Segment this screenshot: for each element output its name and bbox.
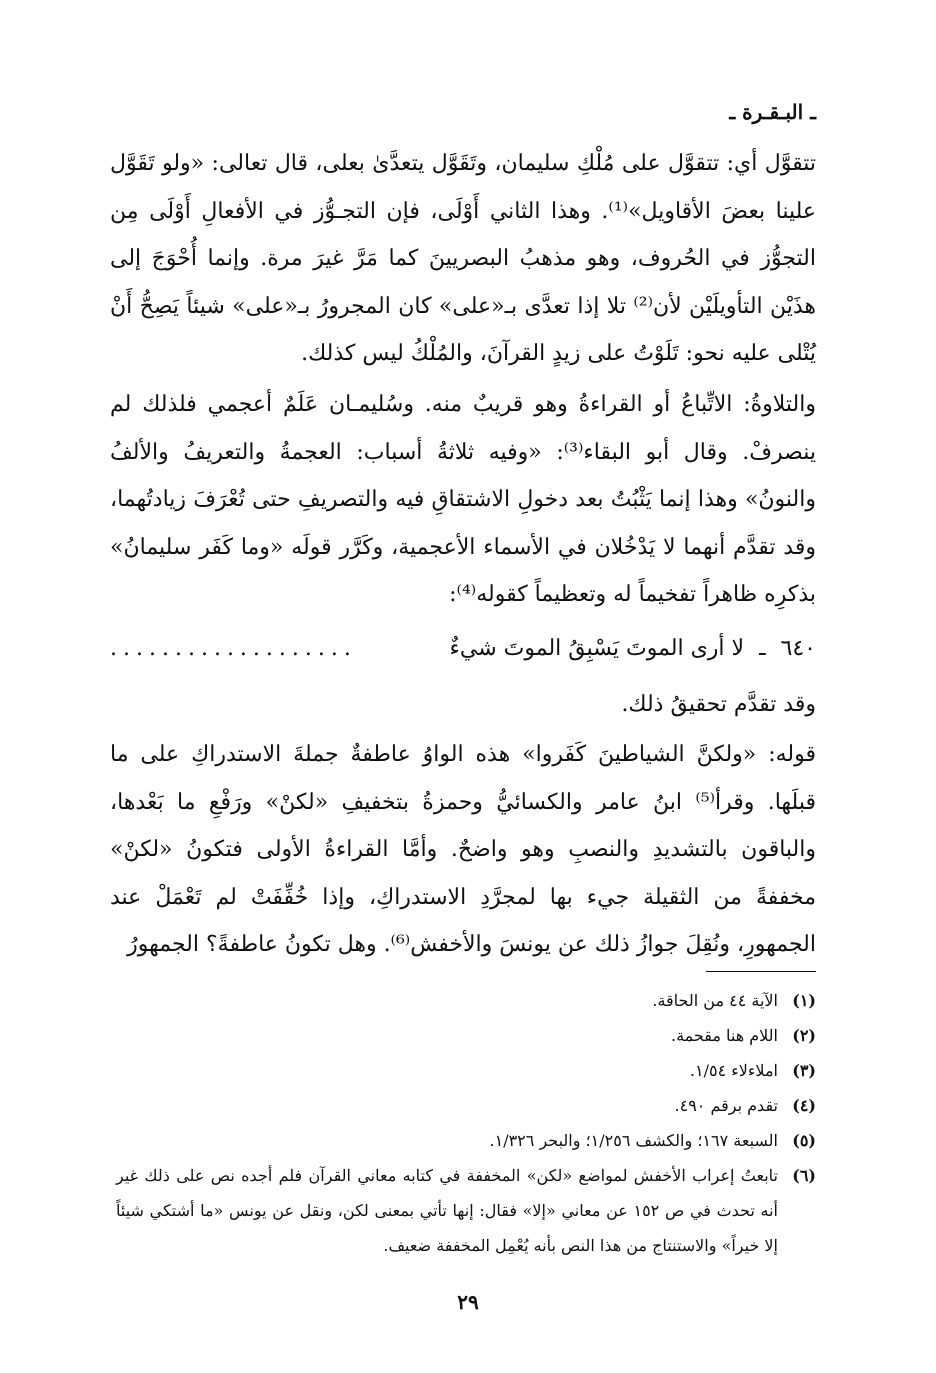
footnotes-list: [116, 983, 816, 1263]
footnote-item: [116, 1053, 816, 1088]
footnote-number: (٦): [792, 1166, 816, 1185]
footnote-text: الآية ٤٤ من الحاقة.: [652, 991, 778, 1010]
footnote-number: (١): [792, 991, 816, 1010]
footnote-item: [116, 1018, 816, 1053]
footnote-text: اللام هنا مقحمة.: [671, 1026, 778, 1045]
footnote-item: [116, 1123, 816, 1158]
footnote-text: السبعة ١٦٧؛ والكشف ١/٢٥٦؛ والبحر ١/٣٢٦.: [489, 1131, 778, 1150]
running-head: ـ البـقـرة ـ: [729, 100, 816, 124]
footnote-item: [116, 1088, 816, 1123]
paragraph-1: تتقوَّل أي: تتقوَّل على مُلْكِ سليمان، وتَقَوَّل يتعدَّىٰ بعلى، قال تعالى: «ولو تَقَوَّل علينا بعضَ الأقاويل»⁽¹⁾. وهذا الثاني أَوْلَى، فإن التجـوُّز في الأفعالِ أَوْلَى مِن التجوُّز في الحُروف، وهو مذهبُ البصريينَ كما مَرَّ غيرَ مرة. وإنما أُحْوَجَ إلى هذَيْن التأويلَيْن لأن⁽²⁾ تلا إذا تعدَّى بـ«على» كان المجرورُ بـ«على» شيئاً يَصِحُّ أَنْ يُتْلى عليه نحو: تَلَوْتُ على زيدٍ القرآنَ، والمُلْكُ ليس كذلك.: [110, 151, 817, 366]
main-text-block-4: [110, 731, 816, 969]
paragraph-3: وقد تقدَّم تحقيقُ ذلك.: [621, 692, 816, 717]
footnote-text: تابعتُ إعراب الأخفش لمواضع «لكن» المخففة في كتابه معاني القرآن فلم أجده نص على ذلك غير أنه تحدث في ص ١٥٢ عن معاني «إلا» فقال: إنها تأتي بمعنى لكن، ونقل عن يونس «ما أشتكي شيئاً إلا خيراً» والاستنتاج من هذا النص بأنه يُعْمِل المخففة ضعيف.: [116, 1166, 779, 1255]
footnote-text: املاءلاء ١/٥٤.: [689, 1061, 778, 1080]
main-text-block-1: [110, 140, 816, 378]
page-number: ٢٩: [457, 1290, 479, 1314]
footnote-item: [116, 983, 816, 1018]
paragraph-4: قوله: «ولكنَّ الشياطينَ كَفَروا» هذه الواوُ عاطفةٌ جملةَ الاستدراكِ على ما قبلَها. وقرأ⁽⁵⁾ ابنُ عامر والكسائيُّ وحمزةُ بتخفيفِ «لكنْ» ورَفْعِ ما بَعْدها، والباقون بالتشديدِ والنصبِ وهو واضحٌ. وأمَّا القراءةُ الأولى فتكونُ «لكنْ» مخففةً من الثقيلة جيء بها لمجرَّدِ الاستدراكِ، وإذا خُفِّفَتْ لم تَعْمَلْ عند الجمهورِ، ونُقِلَ جوازُ ذلك عن يونسَ والأخفش⁽⁶⁾. وهل تكونُ عاطفةً؟ الجمهورُ: [110, 742, 816, 957]
paragraph-2: والتلاوةُ: الاتِّباعُ أو القراءةُ وهو قريبٌ منه. وسُليمـان عَلَمٌ أعجمي فلذلك لم ينصرفْ. وقال أبو البقاء⁽³⁾: «وفيه ثلاثةُ أسباب: العجمةُ والتعريفُ والألفُ والنونُ» وهذا إنما يَثْبُتُ بعد دخولِ الاشتقاقِ فيه والتصريفِ حتى تُعْرَفَ زيادتُهما، وقد تقدَّم أنهما لا يَدْخُلان في الأسماء الأعجمية، وكَرَّر قولَه «وما كَفَر سليمانُ» بذكرِه ظاهراً تفخيماً له وتعظيماً كقوله⁽⁴⁾:: [110, 392, 816, 607]
main-text-block-2: [110, 381, 816, 619]
poetry-verse: [110, 629, 816, 669]
footnote-item: [116, 1158, 816, 1263]
footnote-number: (٤): [792, 1096, 816, 1115]
footnote-separator: [706, 971, 816, 972]
verse-text: لا أرى الموتَ يَسْبِقُ الموتَ شيءٌ: [449, 636, 745, 661]
verse-ellipsis: ...................: [110, 636, 357, 661]
footnote-number: (٢): [792, 1026, 816, 1045]
main-text-block-3: [110, 681, 816, 729]
verse-dash: ـ: [759, 636, 766, 661]
footnote-number: (٣): [792, 1061, 816, 1080]
footnote-text: تقدم برقم ٤٩٠.: [674, 1096, 778, 1115]
verse-number: ٦٤٠: [780, 636, 816, 661]
footnote-number: (٥): [792, 1131, 816, 1150]
